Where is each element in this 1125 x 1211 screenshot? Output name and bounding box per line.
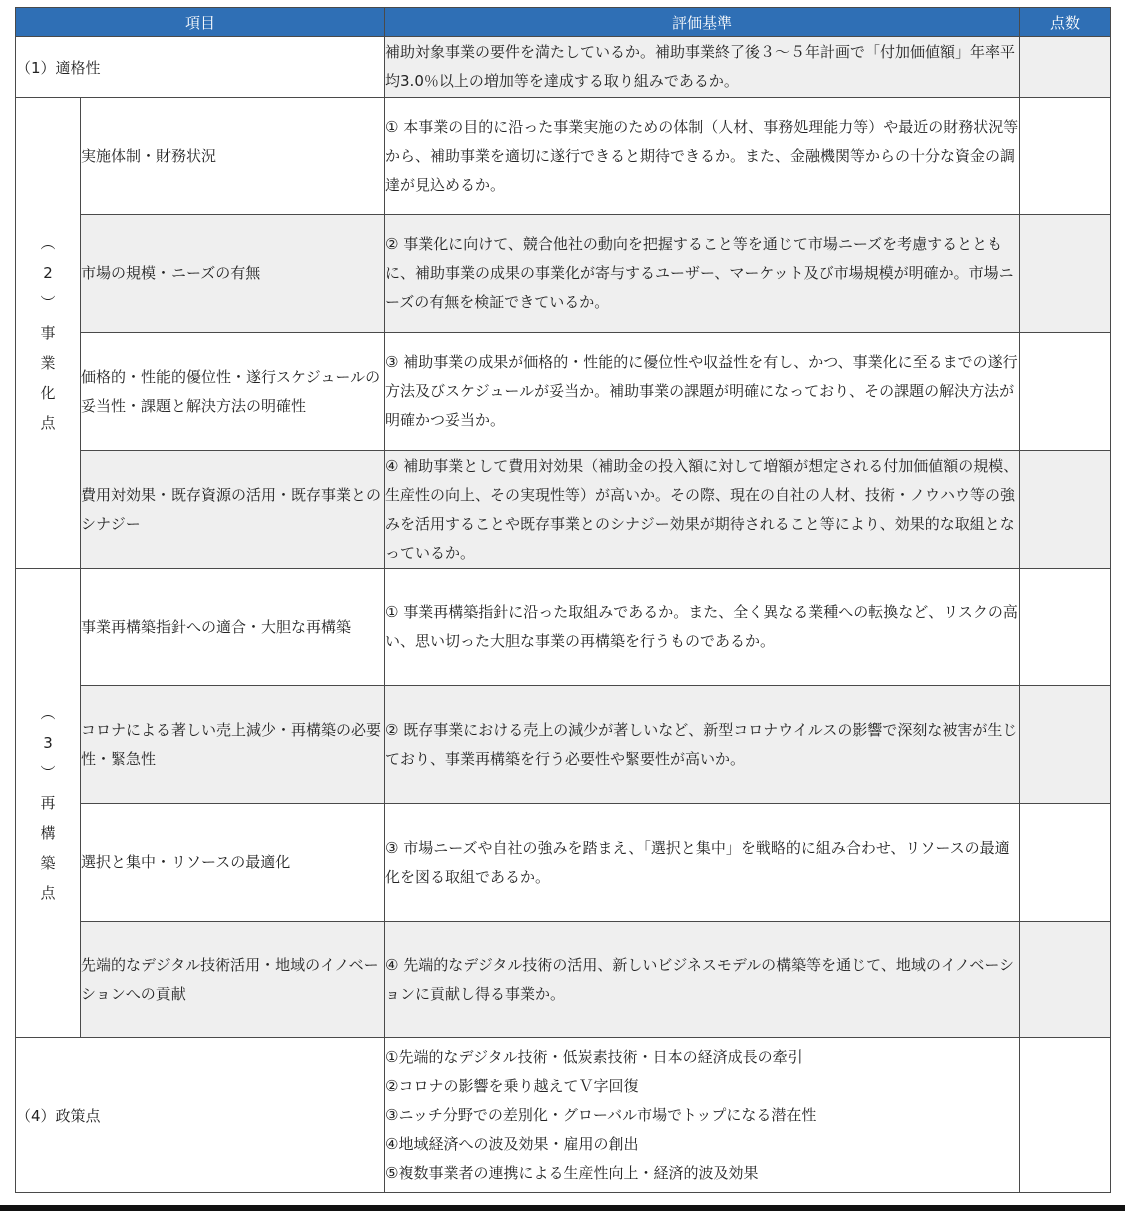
header-row — [16, 8, 1111, 37]
item-label: 事業再構築指針への適合・大胆な再構築 — [81, 569, 385, 686]
group-char: ︶ — [40, 294, 56, 312]
item-criteria: ④ 補助事業として費用対効果（補助金の投入額に対して増額が想定される付加価値額の規模、生産性の向上、その実現性等）が高いか。その際、現在の自社の人材、技術・ノウハウ等の強みを活用することや既存事業とのシナジー効果が期待されること等により、効果的な取組となっているか。 — [385, 451, 1020, 569]
score-cell — [1020, 922, 1111, 1038]
item-label: 選択と集中・リソースの最適化 — [81, 804, 385, 922]
item-criteria: ④ 先端的なデジタル技術の活用、新しいビジネスモデルの構築等を通じて、地域のイノベーションに貢献し得る事業か。 — [385, 922, 1020, 1038]
item-criteria: ② 事業化に向けて、競合他社の動向を把握すること等を通じて市場ニーズを考慮するとともに、補助事業の成果の事業化が寄与するユーザー、マーケット及び市場規模が明確か。市場ニーズの有無を検証できているか。 — [385, 215, 1020, 333]
score-cell — [1020, 686, 1111, 804]
bottom-divider — [0, 1205, 1125, 1211]
policy-line: ③ニッチ分野での差別化・グローバル市場でトップになる潜在性 — [385, 1105, 817, 1124]
score-cell — [1020, 98, 1111, 215]
policy-criteria — [385, 1038, 1020, 1193]
policy-line: ②コロナの影響を乗り越えてＶ字回復 — [385, 1076, 639, 1095]
policy-line: ⑤複数事業者の連携による生産性向上・経済的波及効果 — [385, 1163, 759, 1182]
item-label: 実施体制・財務状況 — [81, 98, 385, 215]
group-char: 事 — [40, 324, 56, 342]
group-char: 2 — [43, 264, 53, 282]
group-char: ︶ — [40, 764, 56, 782]
policy-line: ①先端的なデジタル技術・低炭素技術・日本の経済成長の牽引 — [385, 1047, 803, 1066]
group-char: 点 — [40, 884, 56, 902]
score-cell — [1020, 333, 1111, 451]
header-item: 項目 — [16, 8, 385, 37]
group-restructuring-label — [16, 569, 81, 1038]
table-row — [16, 569, 1111, 686]
row-eligibility — [16, 37, 1111, 98]
group-char: 築 — [40, 854, 56, 872]
group-char: 化 — [40, 384, 56, 402]
table-row — [16, 686, 1111, 804]
table-row — [16, 804, 1111, 922]
item-criteria: ① 本事業の目的に沿った事業実施のための体制（人材、事務処理能力等）や最近の財務状況等から、補助事業を適切に遂行できると期待できるか。また、金融機関等からの十分な資金の調達が見込めるか。 — [385, 98, 1020, 215]
table-row — [16, 215, 1111, 333]
policy-line: ④地域経済への波及効果・雇用の創出 — [385, 1134, 639, 1153]
group-char: 再 — [40, 794, 56, 812]
item-criteria: ③ 補助事業の成果が価格的・性能的に優位性や収益性を有し、かつ、事業化に至るまでの遂行方法及びスケジュールが妥当か。補助事業の課題が明確になっており、その課題の解決方法が明確かつ妥当か。 — [385, 333, 1020, 451]
score-cell — [1020, 569, 1111, 686]
table-row — [16, 922, 1111, 1038]
item-label: 価格的・性能的優位性・遂行スケジュールの妥当性・課題と解決方法の明確性 — [81, 333, 385, 451]
eligibility-score-cell — [1020, 37, 1111, 98]
item-label: 費用対効果・既存資源の活用・既存事業とのシナジー — [81, 451, 385, 569]
row-policy — [16, 1038, 1111, 1193]
group-char: ︵ — [40, 234, 56, 252]
table-row — [16, 333, 1111, 451]
eligibility-criteria: 補助対象事業の要件を満たしているか。補助事業終了後３～５年計画で「付加価値額」年率平均3.0％以上の増加等を達成する取り組みであるか。 — [385, 37, 1020, 98]
item-label: コロナによる著しい売上減少・再構築の必要性・緊急性 — [81, 686, 385, 804]
item-criteria: ② 既存事業における売上の減少が著しいなど、新型コロナウイルスの影響で深刻な被害が生じており、事業再構築を行う必要性や緊要性が高いか。 — [385, 686, 1020, 804]
score-cell — [1020, 804, 1111, 922]
eligibility-label: （1）適格性 — [16, 37, 385, 98]
group-char: 構 — [40, 824, 56, 842]
item-label: 市場の規模・ニーズの有無 — [81, 215, 385, 333]
header-score: 点数 — [1020, 8, 1111, 37]
group-char: ︵ — [40, 704, 56, 722]
score-cell — [1020, 215, 1111, 333]
group-char: 3 — [43, 734, 53, 752]
item-label: 先端的なデジタル技術活用・地域のイノベーションへの貢献 — [81, 922, 385, 1038]
item-criteria: ③ 市場ニーズや自社の強みを踏まえ、「選択と集中」を戦略的に組み合わせ、リソースの最適化を図る取組であるか。 — [385, 804, 1020, 922]
evaluation-criteria-table — [15, 7, 1111, 1193]
group-char: 業 — [40, 354, 56, 372]
group-char: 点 — [40, 414, 56, 432]
score-cell — [1020, 451, 1111, 569]
table-row — [16, 451, 1111, 569]
score-cell — [1020, 1038, 1111, 1193]
item-criteria: ① 事業再構築指針に沿った取組みであるか。また、全く異なる業種への転換など、リスクの高い、思い切った大胆な事業の再構築を行うものであるか。 — [385, 569, 1020, 686]
policy-label: （4）政策点 — [16, 1038, 385, 1193]
table-row — [16, 98, 1111, 215]
header-criteria: 評価基準 — [385, 8, 1020, 37]
group-commercialization-label — [16, 98, 81, 569]
